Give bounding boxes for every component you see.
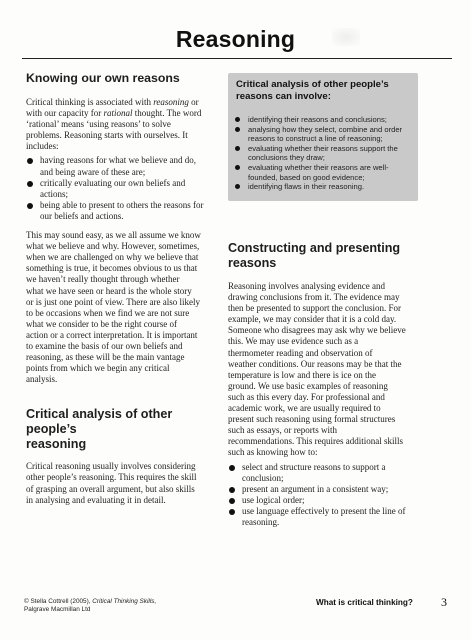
list-item: use logical order;	[228, 495, 450, 506]
title-rule	[22, 58, 452, 59]
right-column	[228, 241, 450, 528]
section-heading-own-reasons: Knowing our own reasons	[26, 71, 180, 85]
section-heading-constructing: Constructing and presenting reasons	[228, 241, 401, 270]
list-item: being able to present to others the reasons for our beliefs and actions.	[26, 200, 216, 222]
footer-credit: © Stella Cottrell (2005), Critical Thinking Skills, Palgrave Macmillan Ltd	[24, 598, 157, 614]
box-list	[234, 115, 410, 192]
left-column	[26, 71, 216, 506]
list-item: select and structure reasons to support a conclusion;	[228, 462, 450, 484]
list-item: use language effectively to present the line of reasoning.	[228, 506, 450, 528]
intro-paragraph: Critical thinking is associated with reasoning or with our capacity for rational thought. The word ‘rational’ means ‘using reasons’ to solve problems. Reasoning starts with ourselves. It includes:	[26, 97, 202, 152]
list-item: analysing how they select, combine and order reasons to construct a line of reasoning;	[234, 125, 410, 144]
section-heading-other-reasoning: Critical analysis of other people’s reasoning	[26, 407, 173, 452]
constructing-list	[228, 462, 450, 529]
list-item: critically evaluating our own beliefs and actions;	[26, 178, 216, 200]
own-reasons-list	[26, 155, 216, 222]
own-reasons-paragraph: This may sound easy, as we all assume we know what we believe and why. However, sometimes, when we are challenged on why we believe that something is true, it becomes obvious to us that we haven’t really thought through whether what we have seen or heard is the whole story or is just one point of view. There are also likely to be occasions when we find we are not sure what we consider to be the right course of action or a correct interpretation. It is important to examine the basis of our own beliefs and reasoning, as these will be the main vantage points from which we begin any critical analysis.	[26, 230, 201, 385]
page-number: 3	[441, 595, 447, 609]
list-item: present an argument in a consistent way;	[228, 484, 450, 495]
list-item: identifying their reasons and conclusions;	[234, 115, 410, 125]
list-item: having reasons for what we believe and do, and being aware of these are;	[26, 155, 216, 177]
analysis-box	[228, 73, 418, 201]
list-item: evaluating whether their reasons support the conclusions they draw;	[234, 144, 410, 163]
other-reasoning-paragraph: Critical reasoning usually involves considering other people’s reasoning. This requires the skill of grasping an overall argument, but also skills in analysing and evaluating it in detail.	[26, 461, 197, 505]
constructing-paragraph: Reasoning involves analysing evidence and drawing conclusions from it. The evidence may then be presented to support the conclusion. For example, we may consider that it is a cold day. Someone who disagrees may ask why we believe this. We may use evidence such as a thermometer reading and observation of weather conditions. Our reasons may be that the temperature is low and there is ice on the ground. We use basic examples of reasoning such as this every day. For professional and academic work, we are usually required to present such reasoning using formal structures such as essays, or reports with recommendations. This requires additional skills such as knowing how to:	[228, 281, 406, 458]
page-title: Reasoning	[175, 26, 296, 52]
list-item: evaluating whether their reasons are well- founded, based on good evidence;	[234, 163, 410, 182]
list-item: identifying flaws in their reasoning.	[234, 182, 410, 192]
footer-chapter-title: What is critical thinking?	[316, 598, 413, 607]
box-title: Critical analysis of other people’s reasons can involve:	[236, 79, 389, 102]
